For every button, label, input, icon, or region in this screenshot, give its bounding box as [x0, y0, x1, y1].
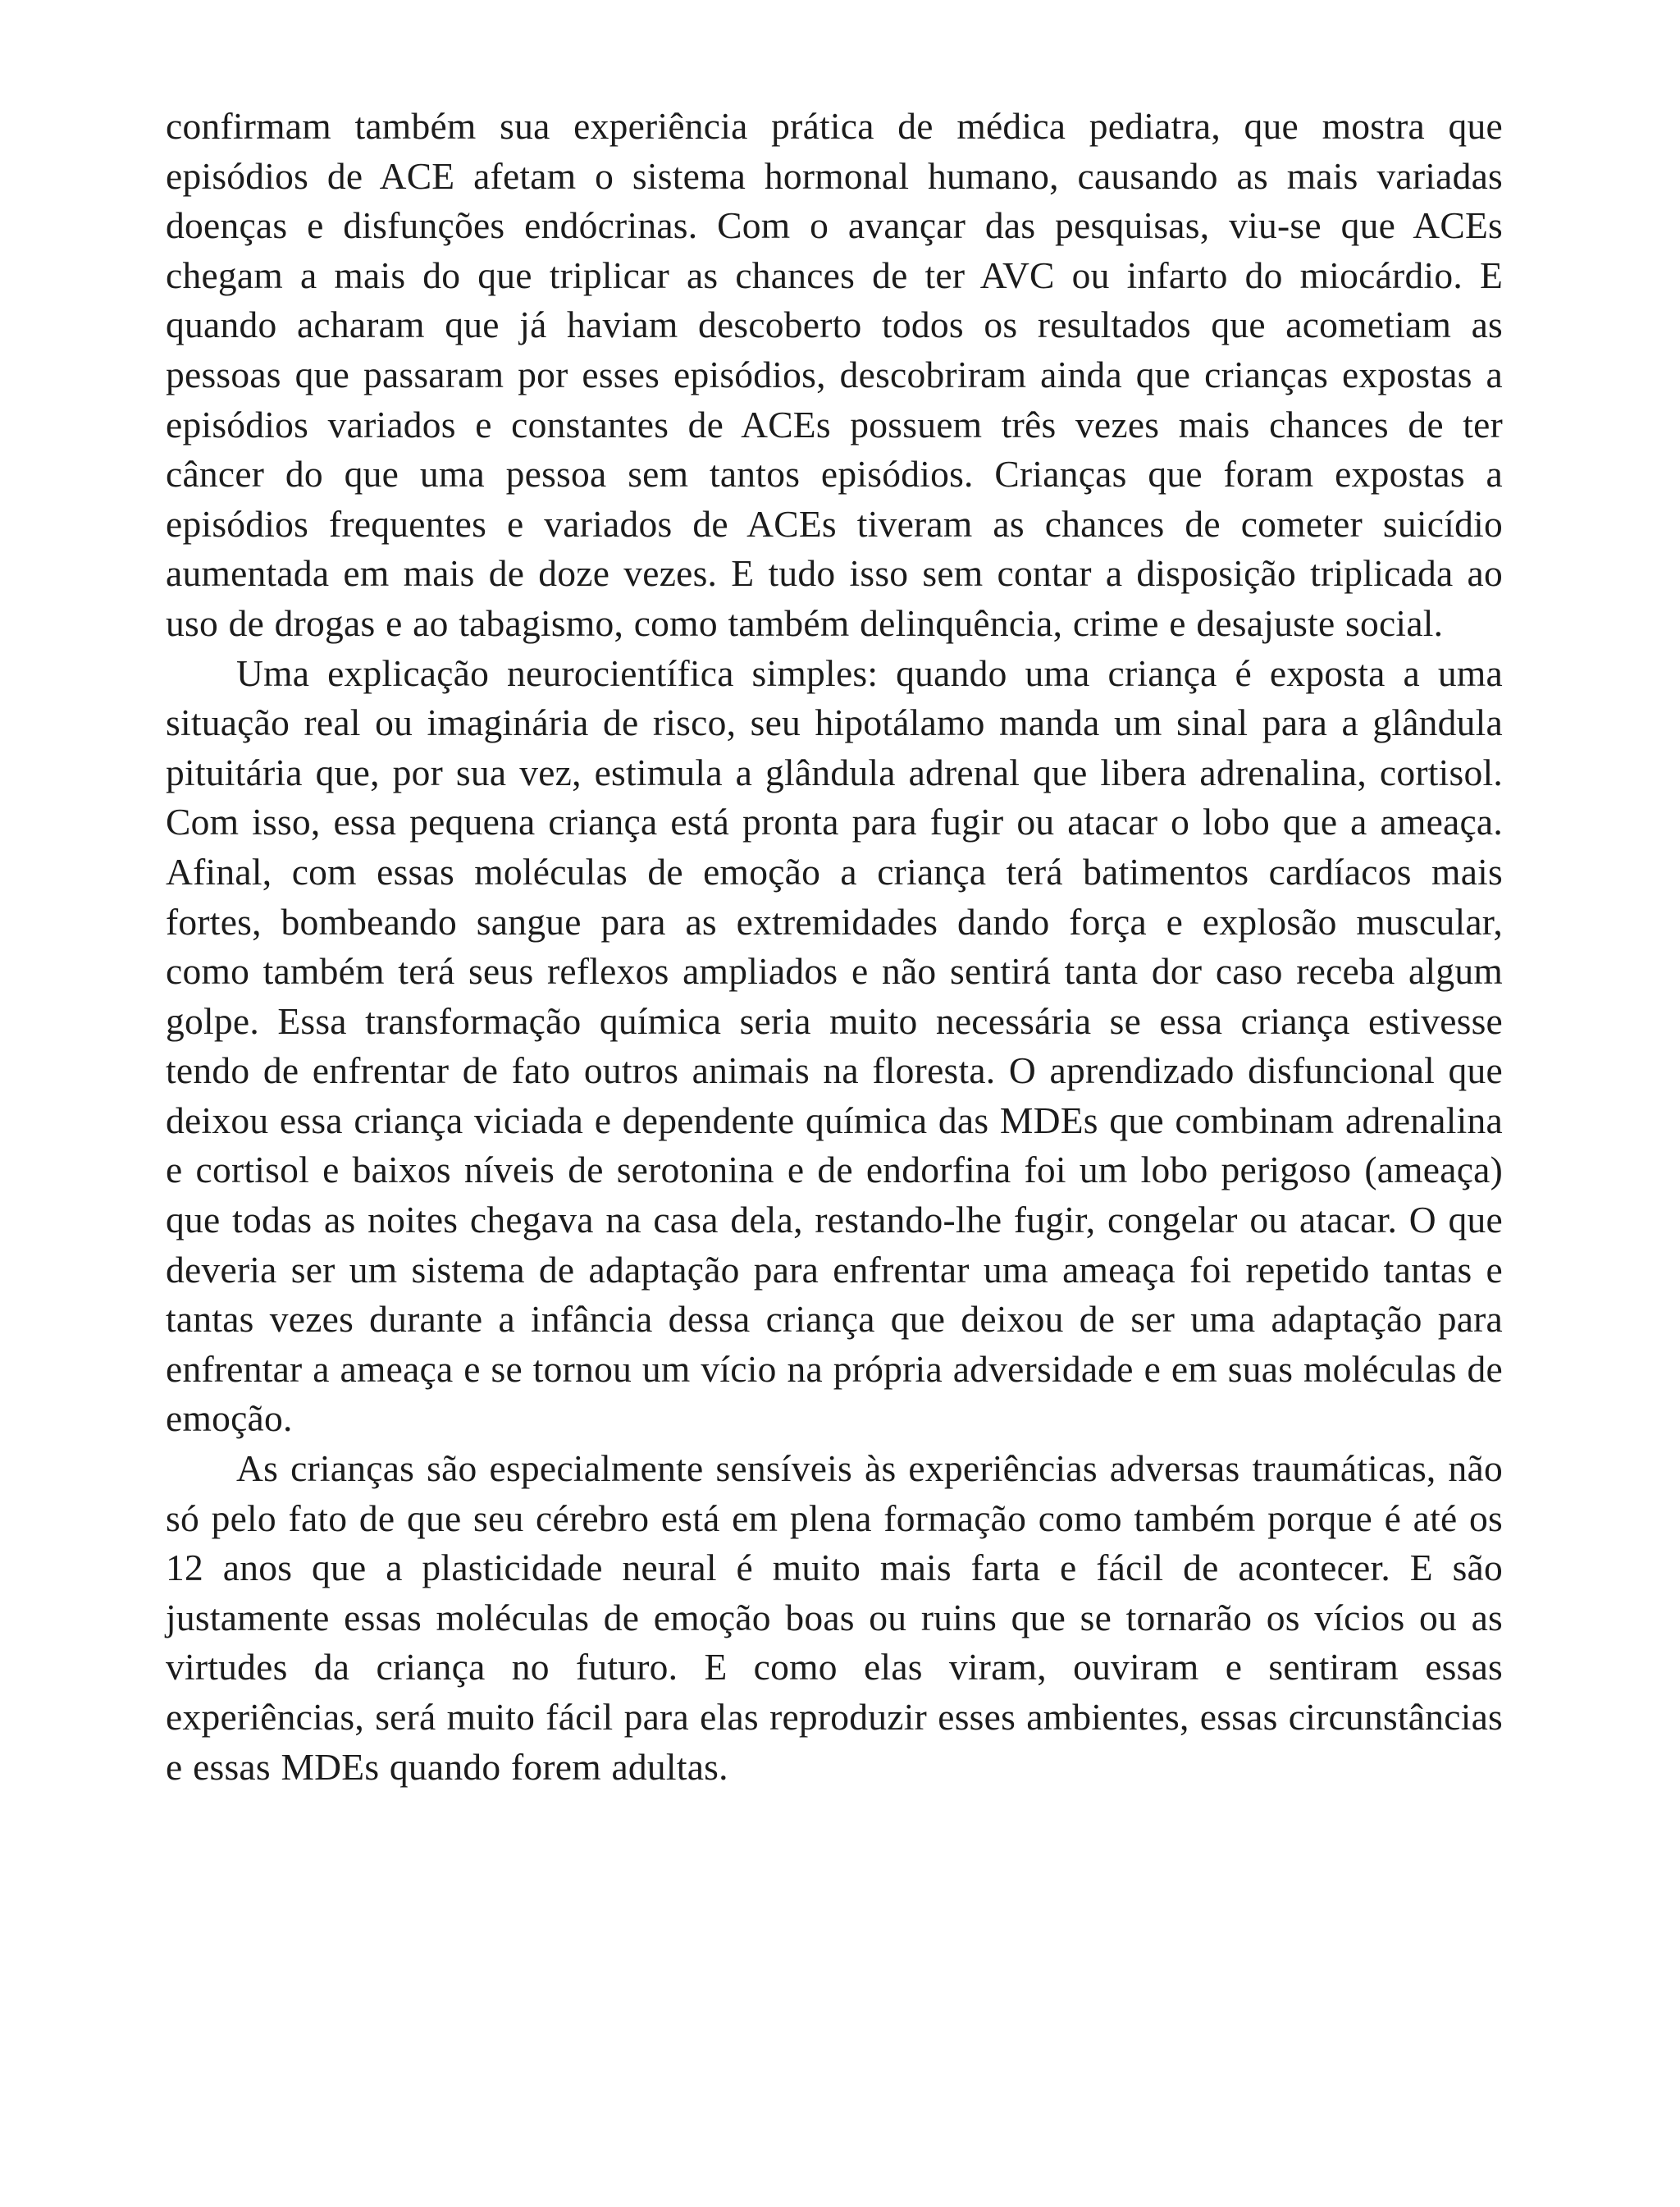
paragraph-children-sensitivity: As crianças são especialmente sensíveis às experiências adversas traumáticas, não só pelo fato de que seu cérebro está em plena formação como também porque é até os 12 anos que a plasticidade neural é muito mais farta e fácil de acontecer. E são justamente essas moléculas de emoção boas ou ruins que se tornarão os vícios ou as virtudes da criança no futuro. E como elas viram, ouviram e sentiram essas experiências, será muito fácil para elas reproduzir esses ambientes, essas circunstâncias e essas MDEs quando forem adultas. — [166, 1447, 1503, 1788]
document-page — [166, 102, 1503, 1792]
paragraph-neuroscience-explanation: Uma explicação neurocientífica simples: quando uma criança é exposta a uma situação real ou imaginária de risco, seu hipotálamo manda um sinal para a glândula pituitária que, por sua vez, estimula a glândula adrenal que libera adrenalina, cortisol. Com isso, essa pequena criança está pronta para fugir ou atacar o lobo que a ameaça. Afinal, com essas moléculas de emoção a criança terá batimentos cardíacos mais fortes, bombeando sangue para as extremidades dando força e explosão muscular, como também terá seus reflexos ampliados e não sentirá tanta dor caso receba algum golpe. Essa transformação química seria muito necessária se essa criança estivesse tendo de enfrentar de fato outros animais na floresta. O aprendizado disfuncional que deixou essa criança viciada e dependente química das MDEs que combinam adrenalina e cortisol e baixos níveis de serotonina e de endorfina foi um lobo perigoso (ameaça) que todas as noites chegava na casa dela, restando-lhe fugir, congelar ou atacar. O que deveria ser um sistema de adaptação para enfrentar uma ameaça foi repetido tantas e tantas vezes durante a infância dessa criança que deixou de ser uma adaptação para enfrentar a ameaça e se tornou um vício na própria adversidade e em suas moléculas de emoção. — [166, 651, 1503, 1440]
paragraph-continuation: confirmam também sua experiência prática de médica pediatra, que mostra que episódios de ACE afetam o sistema hormonal humano, causando as mais variadas doenças e disfunções endócrinas. Com o avançar das pesquisas, viu-se que ACEs chegam a mais do que triplicar as chances de ter AVC ou infarto do miocárdio. E quando acharam que já haviam descoberto todos os resultados que acometiam as pessoas que passaram por esses episódios, descobriram ainda que crianças expostas a episódios variados e constantes de ACEs possuem três vezes mais chances de ter câncer do que uma pessoa sem tantos episódios. Crianças que foram expostas a episódios frequentes e variados de ACEs tiveram as chances de cometer suicídio aumentada em mais de doze vezes. E tudo isso sem contar a disposição triplicada ao uso de drogas e ao tabagismo, como também delinquência, crime e desajuste social. — [166, 105, 1503, 644]
